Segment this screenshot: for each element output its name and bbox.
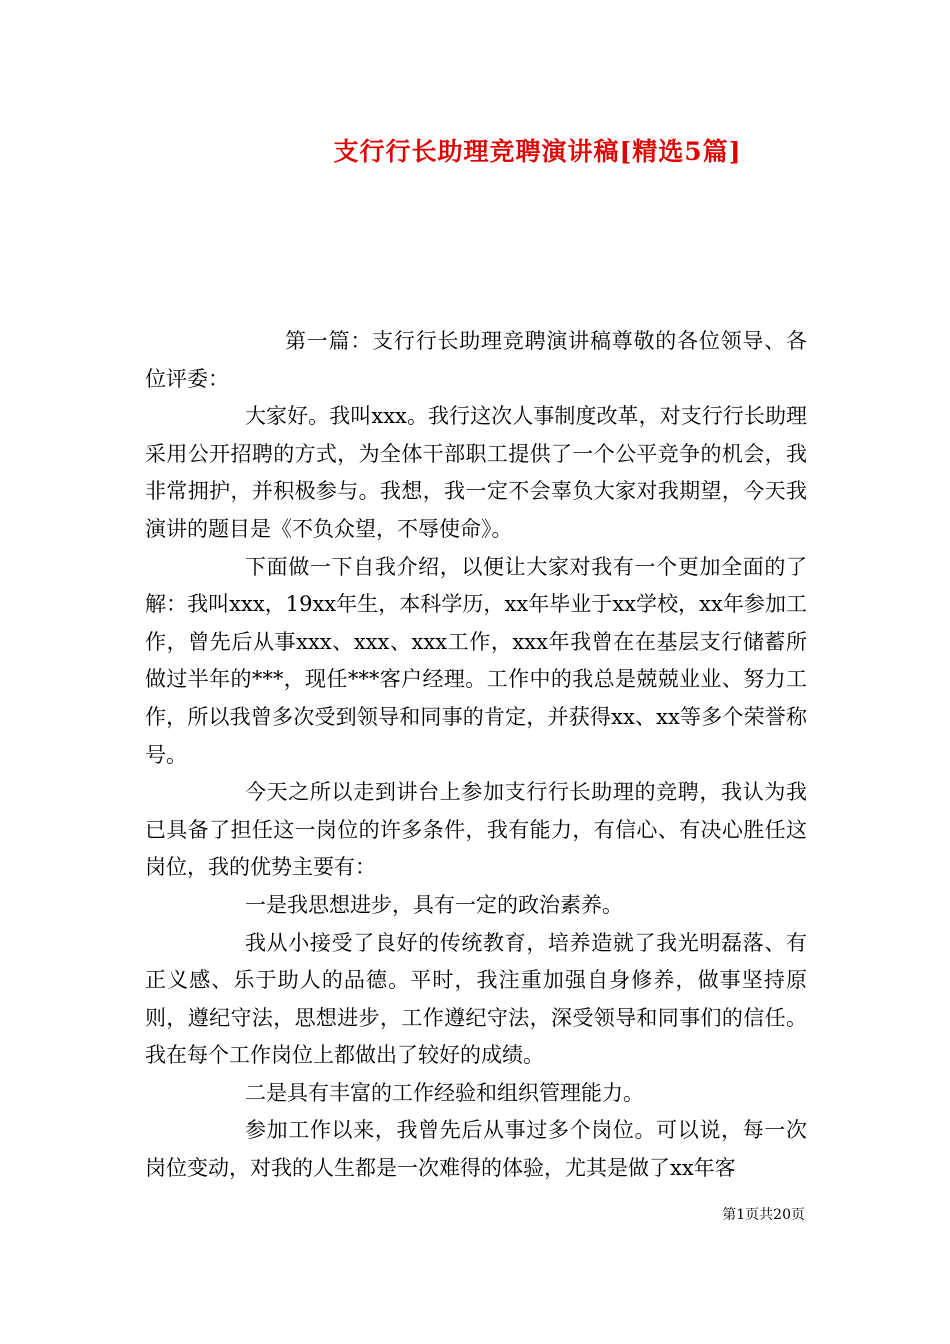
paragraph-point-one-heading: 一是我思想进步，具有一定的政治素养。 [245, 892, 623, 917]
paragraph-intro: 第一篇：支行行长助理竞聘演讲稿尊敬的各位领导、各位评委： [145, 329, 807, 391]
paragraph-self-introduction: 下面做一下自我介绍，以便让大家对我有一个更加全面的了解：我叫xxx，19xx年生，本科学历，xx年毕业于xx学校，xx年参加工作，曾先后从事xxx、xxx、xxx工作，xxx年我曾在在基层支行储蓄所做过半年的***，现任***客户经理。工作中的我总是兢兢业业、努力工作，所以我曾多次受到领导和同事的肯定，并获得xx、xx等多个荣誉称号。 [145, 554, 807, 767]
page-number: 第1页共20页 [722, 1207, 805, 1223]
paragraph-point-two-body: 参加工作以来，我曾先后从事过多个岗位。可以说，每一次岗位变动，对我的人生都是一次难得的体验，尤其是做了xx年客 [145, 1118, 807, 1181]
paragraph-point-two-heading: 二是具有丰富的工作经验和组织管理能力。 [245, 1080, 644, 1105]
document-title: 支行行长助理竞聘演讲稿[精选5篇] [333, 137, 742, 166]
paragraph-point-one-body: 我从小接受了良好的传统教育，培养造就了我光明磊落、有正义感、乐于助人的品德。平时，我注重加强自身修养，做事坚持原则，遵纪守法，思想进步，工作遵纪守法，深受领导和同事们的信任。我在每个工作岗位上都做出了较好的成绩。 [145, 930, 807, 1068]
paragraph-greeting: 大家好。我叫xxx。我行这次人事制度改革，对支行行长助理采用公开招聘的方式，为全体干部职工提供了一个公平竞争的机会，我非常拥护，并积极参与。我想，我一定不会辜负大家对我期望，今天我演讲的题目是《不负众望，不辱使命》。 [145, 404, 807, 541]
paragraph-reason: 今天之所以走到讲台上参加支行行长助理的竞聘，我认为我已具备了担任这一岗位的许多条件，我有能力，有信心、有决心胜任这岗位，我的优势主要有： [145, 780, 807, 880]
document-body [145, 323, 807, 1188]
